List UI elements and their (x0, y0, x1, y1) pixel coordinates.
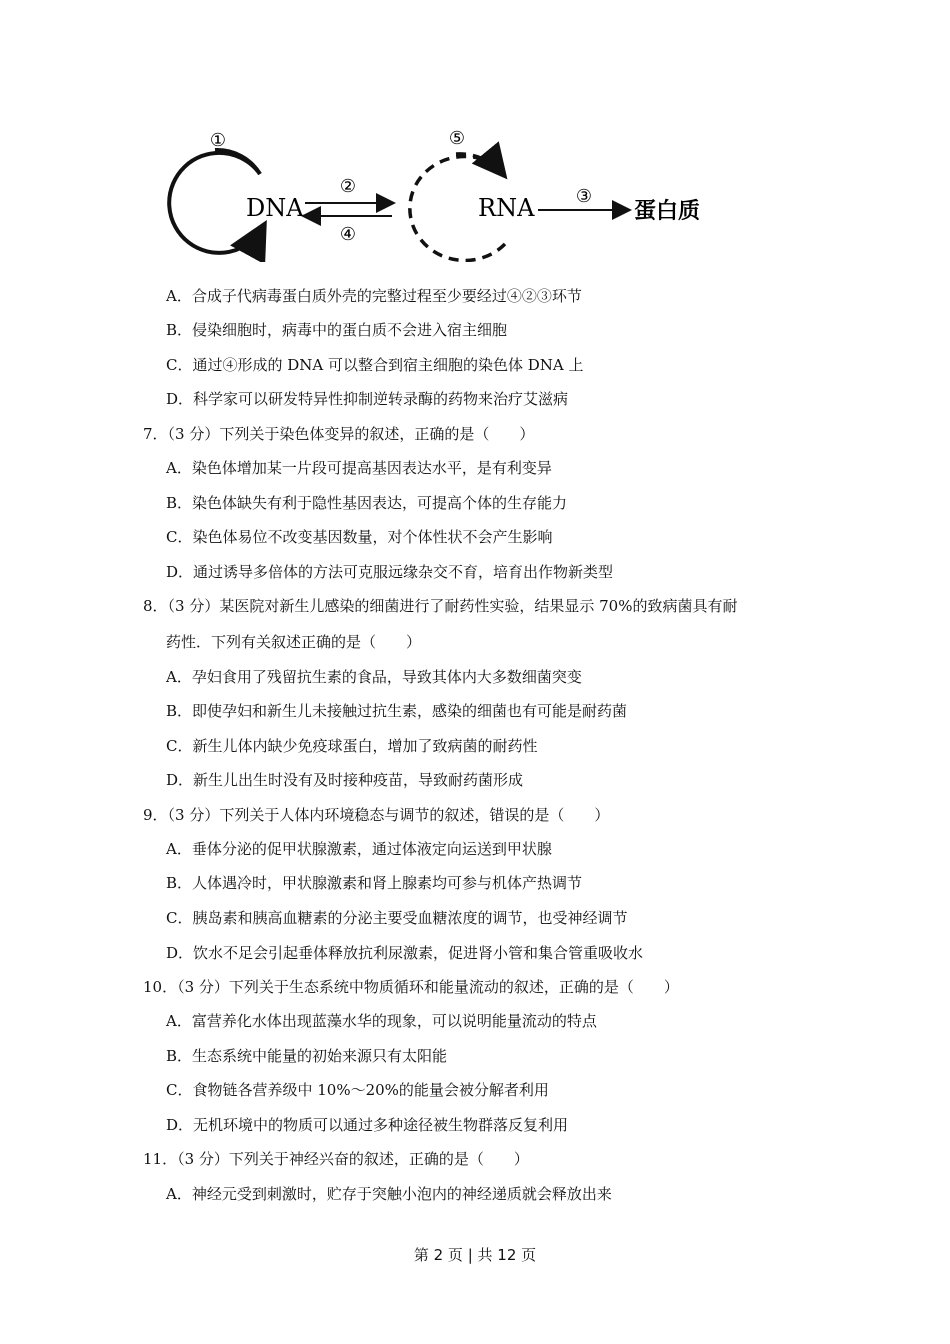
step-2-label: ② (339, 176, 357, 197)
q11-stem: 11．（3 分）下列关于神经兴奋的叙述，正确的是（ ） (143, 1150, 529, 1168)
q7-option-b: B．染色体缺失有利于隐性基因表达，可提高个体的生存能力 (166, 494, 568, 512)
page-footer: 第 2 页 | 共 12 页 (413, 1246, 537, 1264)
dna-label: DNA (246, 194, 304, 222)
q7-stem: 7．（3 分）下列关于染色体变异的叙述，正确的是（ ） (143, 425, 535, 443)
q10-option-d: D．无机环境中的物质可以通过多种途径被生物群落反复利用 (166, 1116, 569, 1134)
q6-option-d: D．科学家可以研发特异性抑制逆转录酶的药物来治疗艾滋病 (166, 390, 569, 408)
step-4-label: ④ (339, 224, 357, 245)
q6-option-c: C．通过④形成的 DNA 可以整合到宿主细胞的染色体 DNA 上 (166, 356, 584, 374)
step-1-label: ① (209, 130, 227, 151)
q10-option-b: B．生态系统中能量的初始来源只有太阳能 (166, 1047, 448, 1065)
q10-option-a: A．富营养化水体出现蓝藻水华的现象，可以说明能量流动的特点 (166, 1012, 597, 1030)
q6-option-b: B．侵染细胞时，病毒中的蛋白质不会进入宿主细胞 (166, 321, 508, 339)
q8-option-d: D．新生儿出生时没有及时接种疫苗，导致耐药菌形成 (166, 771, 524, 789)
q8-stem-cont: 药性．下列有关叙述正确的是（ ） (166, 633, 422, 651)
q8-option-c: C．新生儿体内缺少免疫球蛋白，增加了致病菌的耐药性 (166, 737, 538, 755)
q8-option-a: A．孕妇食用了残留抗生素的食品，导致其体内大多数细菌突变 (166, 668, 582, 686)
q8-option-b: B．即使孕妇和新生儿未接触过抗生素，感染的细菌也有可能是耐药菌 (166, 702, 628, 720)
central-dogma-diagram (160, 122, 740, 262)
q8-stem: 8．（3 分）某医院对新生儿感染的细菌进行了耐药性实验，结果显示 70%的致病菌具有耐 (143, 597, 738, 615)
q7-option-c: C．染色体易位不改变基因数量，对个体性状不会产生影响 (166, 528, 553, 546)
step-5-label: ⑤ (448, 128, 466, 149)
q9-option-c: C．胰岛素和胰高血糖素的分泌主要受血糖浓度的调节，也受神经调节 (166, 909, 628, 927)
q9-option-d: D．饮水不足会引起垂体释放抗利尿激素，促进肾小管和集合管重吸收水 (166, 944, 644, 962)
step-3-label: ③ (575, 186, 593, 207)
q9-stem: 9．（3 分）下列关于人体内环境稳态与调节的叙述，错误的是（ ） (143, 806, 610, 824)
q11-option-a: A．神经元受到刺激时，贮存于突触小泡内的神经递质就会释放出来 (166, 1185, 612, 1203)
q10-option-c: C．食物链各营养级中 10%～20%的能量会被分解者利用 (166, 1081, 549, 1099)
q7-option-d: D．通过诱导多倍体的方法可克服远缘杂交不育，培育出作物新类型 (166, 563, 614, 581)
q9-option-a: A．垂体分泌的促甲状腺激素，通过体液定向运送到甲状腺 (166, 840, 552, 858)
q6-option-a: A．合成子代病毒蛋白质外壳的完整过程至少要经过④②③环节 (166, 287, 582, 305)
q10-stem: 10．（3 分）下列关于生态系统中物质循环和能量流动的叙述，正确的是（ ） (143, 978, 679, 996)
q9-option-b: B．人体遇冷时，甲状腺激素和肾上腺素均可参与机体产热调节 (166, 874, 583, 892)
rna-label: RNA (478, 194, 535, 222)
protein-label: 蛋白质 (634, 198, 701, 224)
q7-option-a: A．染色体增加某一片段可提高基因表达水平，是有利变异 (166, 459, 552, 477)
